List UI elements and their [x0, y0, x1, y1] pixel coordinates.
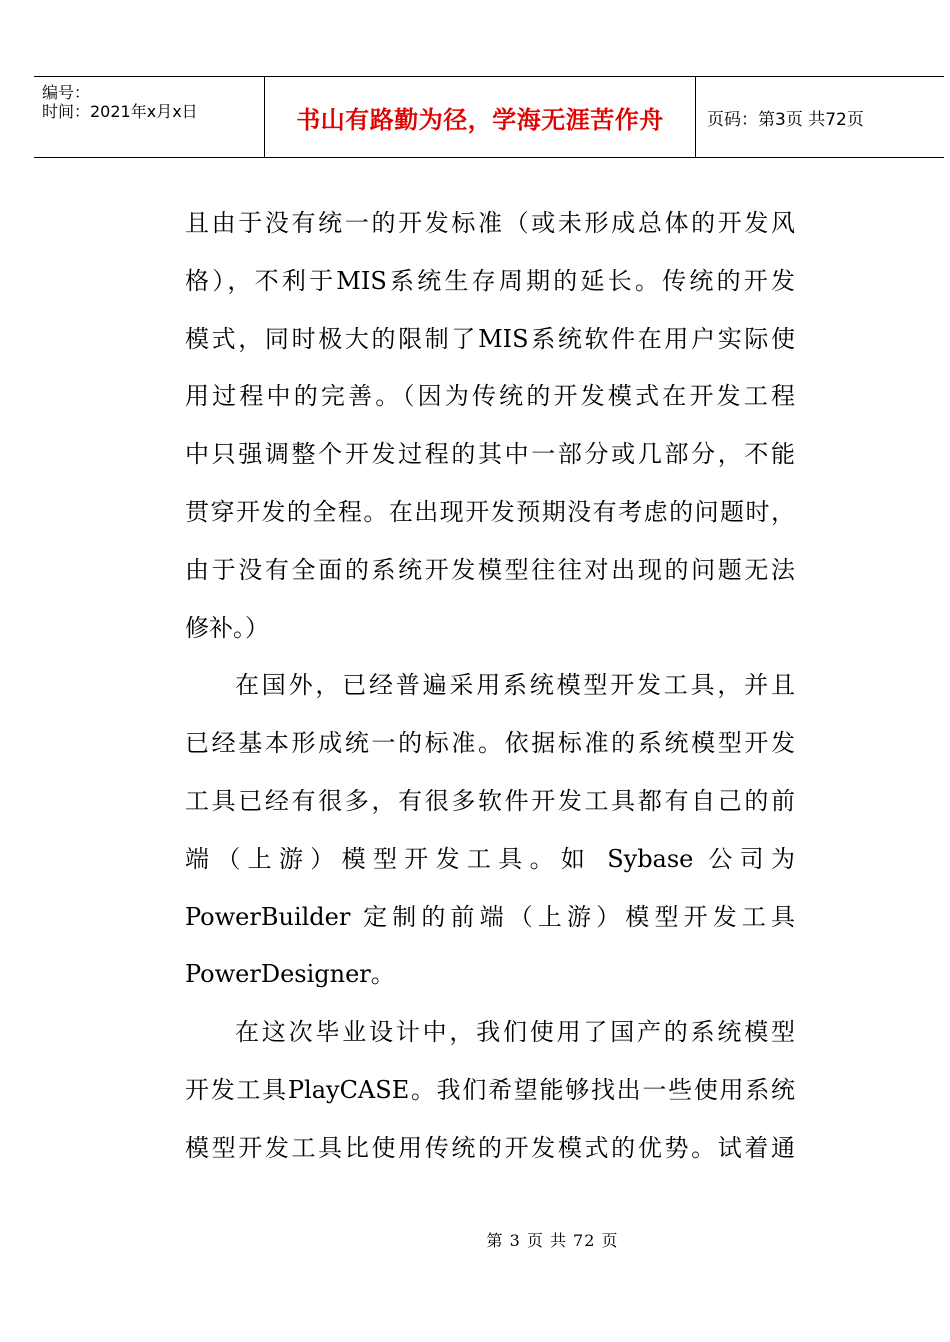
- document-number-label: 编号：: [42, 83, 91, 102]
- header-motto-cell: [265, 77, 696, 157]
- body-line: 中只强调整个开发过程的其中一部分或几部分，不能: [185, 440, 795, 469]
- body-line: 模式，同时极大的限制了MIS系统软件在用户实际使: [185, 324, 795, 353]
- body-line: 模型开发工具比使用传统的开发模式的优势。试着通: [185, 1133, 795, 1162]
- document-body: [185, 195, 795, 1178]
- body-line: 在这次毕业设计中，我们使用了国产的系统模型: [235, 1018, 795, 1047]
- body-line: 且由于没有统一的开发标准（或未形成总体的开发风: [185, 209, 795, 237]
- body-line: 格），不利于MIS系统生存周期的延长。传统的开发: [185, 266, 795, 295]
- header-page-number: 页码：第3页 共72页: [707, 109, 864, 130]
- body-line: 已经基本形成统一的标准。依据标准的系统模型开发: [185, 729, 795, 758]
- body-line: 工具已经有很多，有很多软件开发工具都有自己的前: [185, 786, 795, 815]
- body-line: PowerDesigner。: [185, 960, 395, 989]
- body-line: 由于没有全面的系统开发模型往往对出现的问题无法: [185, 555, 795, 584]
- header-meta: [34, 77, 265, 157]
- body-line: PowerBuilder 定制的前端（上游）模型开发工具: [185, 902, 795, 931]
- footer-page-number: 第 3 页 共 72 页: [486, 1231, 619, 1250]
- page-footer: [0, 1228, 950, 1251]
- body-line: 修补。）: [185, 613, 269, 642]
- body-line: 贯穿开发的全程。在出现开发预期没有考虑的问题时，: [185, 497, 795, 526]
- body-line: 在国外，已经普遍采用系统模型开发工具，并且: [235, 671, 795, 700]
- document-date-label: 时间：2021年x月x日: [42, 102, 198, 121]
- body-line: 开发工具PlayCASE。我们希望能够找出一些使用系统: [185, 1075, 795, 1104]
- body-line: 用过程中的完善。（因为传统的开发模式在开发工程: [185, 382, 795, 411]
- header-motto: 书山有路勤为径，学海无涯苦作舟: [296, 105, 664, 134]
- header-page-info: [696, 77, 944, 157]
- page-header: [34, 76, 944, 158]
- body-line: 端（上游）模型开发工具。如 Sybase 公司为: [185, 844, 795, 873]
